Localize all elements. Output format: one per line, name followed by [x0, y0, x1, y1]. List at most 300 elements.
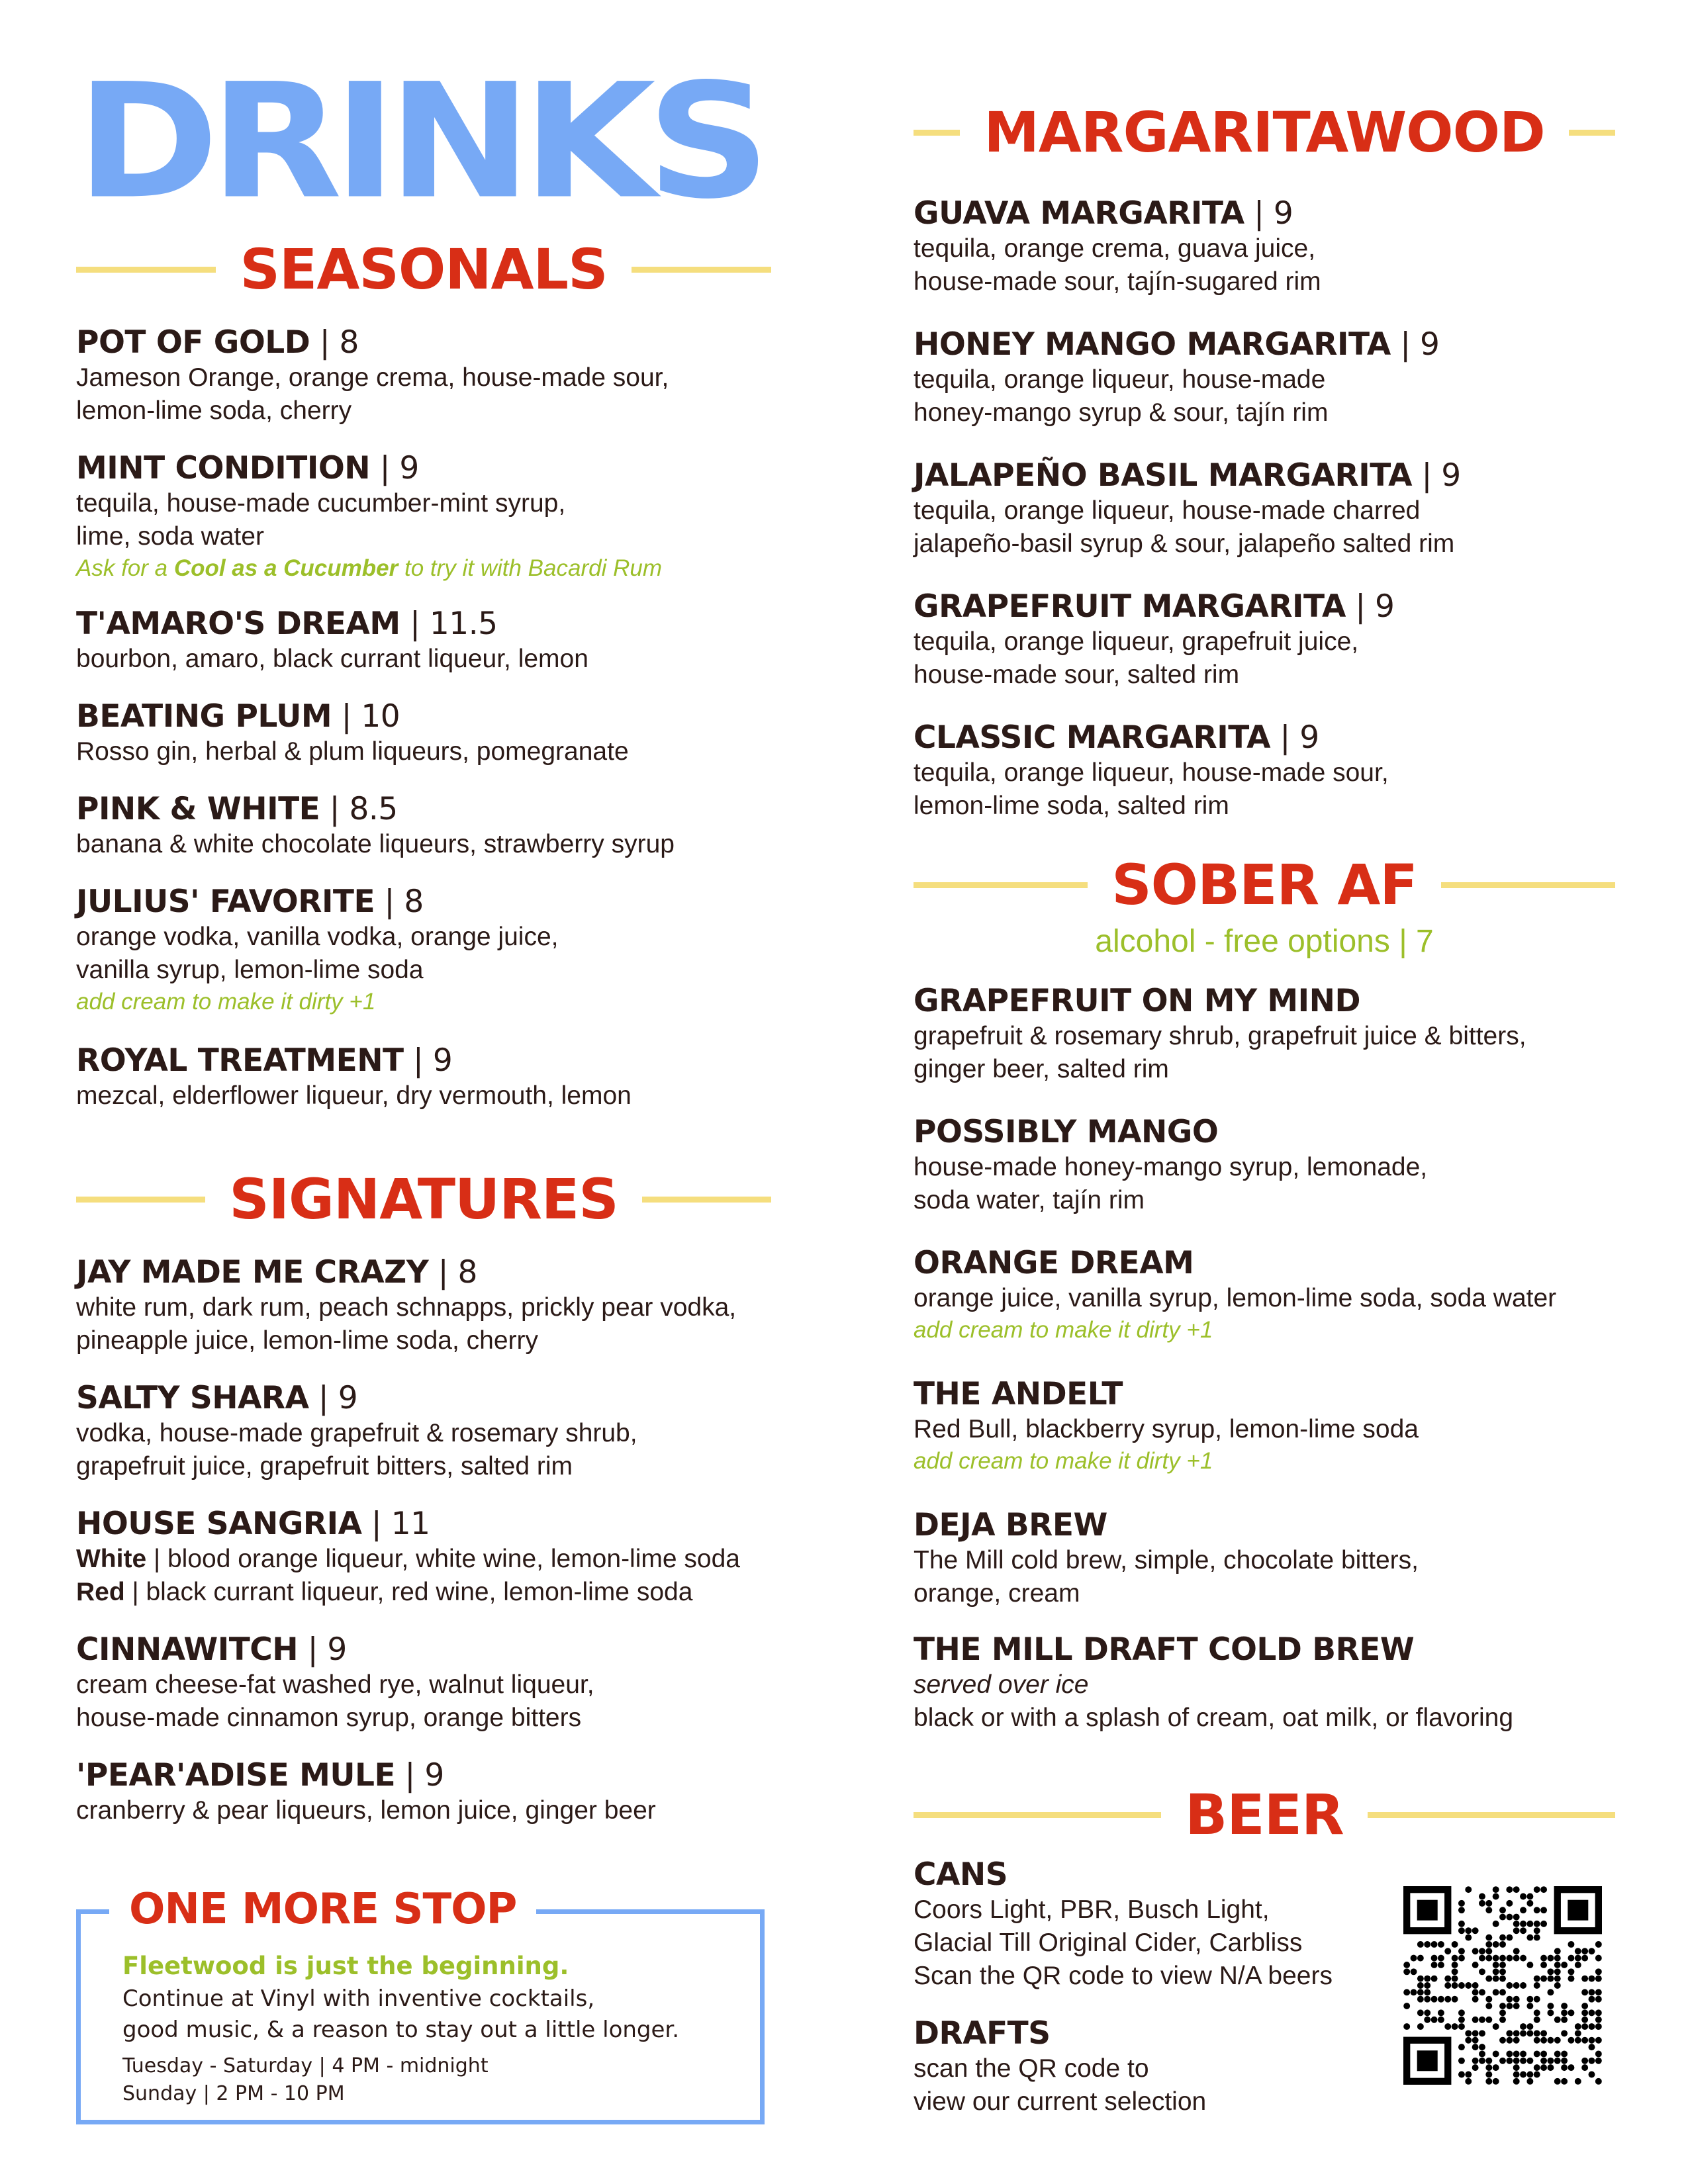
item-name: [914, 1507, 1615, 1544]
price-separator: |: [1412, 457, 1442, 494]
qr-module: [1417, 2023, 1424, 2030]
qr-module: [1458, 1927, 1465, 1934]
sangria-option-label: Red: [76, 1578, 125, 1606]
qr-module: [1534, 2064, 1540, 2071]
item-description: mezcal, elderflower liqueur, dry vermouth, lemon: [76, 1081, 632, 1110]
qr-module: [1431, 2017, 1438, 2023]
sober-af-heading-label: SOBER AF: [1111, 852, 1417, 917]
qr-module: [1424, 2017, 1430, 2023]
qr-module: [1595, 2009, 1602, 2016]
item-description: cranberry & pear liqueurs, lemon juice, ginger beer: [76, 1796, 656, 1825]
qr-module: [1520, 1982, 1526, 1989]
item-name-text: CINNAWITCH: [76, 1631, 299, 1668]
menu-item: [76, 1254, 771, 1357]
beer-heading: [914, 1782, 1615, 1847]
qr-module: [1513, 1921, 1520, 1927]
price-separator: |: [403, 1042, 433, 1079]
qr-module: [1472, 1948, 1479, 1954]
heading-rule-left: [914, 130, 960, 136]
qr-module: [1472, 2037, 1479, 2044]
qr-module: [1452, 1982, 1458, 1989]
item-name-text: PINK & WHITE: [76, 791, 320, 827]
qr-module: [1540, 2050, 1547, 2057]
item-description: Scan the QR code to view N/A beers: [914, 1962, 1333, 1990]
qr-module: [1499, 2058, 1506, 2064]
menu-item: [914, 1631, 1615, 1735]
qr-module: [1493, 2023, 1499, 2030]
qr-module: [1589, 2037, 1595, 2044]
item-name-text: MINT CONDITION: [76, 450, 371, 486]
qr-module: [1534, 2071, 1540, 2078]
item-name: [76, 1380, 771, 1417]
item-price: 9: [1419, 326, 1440, 363]
qr-module: [1465, 2037, 1472, 2044]
qr-module: [1444, 1976, 1451, 1982]
heading-rule-right: [642, 1197, 771, 1203]
qr-module: [1444, 1948, 1451, 1954]
qr-module: [1561, 2009, 1568, 2016]
item-price: 9: [1375, 588, 1395, 625]
qr-module: [1506, 1900, 1513, 1907]
qr-module: [1575, 1948, 1581, 1954]
qr-module: [1452, 1941, 1458, 1948]
qr-module: [1581, 2058, 1588, 2064]
item-name: [914, 588, 1615, 625]
qr-module: [1575, 2030, 1581, 2036]
qr-module: [1581, 1955, 1588, 1962]
qr-module: [1561, 2030, 1568, 2036]
item-description: orange vodka, vanilla vodka, orange juice,: [76, 923, 559, 951]
item-price: 8.5: [349, 791, 398, 827]
sangria-option: [76, 1543, 771, 1576]
price-separator: |: [1270, 719, 1300, 756]
menu-item: [914, 983, 1615, 1086]
qr-module: [1520, 2058, 1526, 2064]
qr-module: [1506, 1955, 1513, 1962]
item-price: 9: [1441, 457, 1461, 494]
qr-module: [1547, 2058, 1554, 2064]
item-description: tequila, orange liqueur, house-made charred: [914, 496, 1421, 525]
qr-module: [1554, 1982, 1561, 1989]
heading-rule-left: [914, 882, 1088, 888]
qr-module: [1547, 1976, 1554, 1982]
qr-module: [1568, 1955, 1574, 1962]
qr-module: [1485, 1976, 1492, 1982]
item-description: lemon-lime soda, cherry: [76, 396, 352, 425]
one-more-stop-body-line: good music, & a reason to stay out a little longer.: [122, 2017, 680, 2043]
price-separator: |: [1345, 588, 1376, 625]
qr-module: [1526, 2058, 1533, 2064]
qr-module: [1403, 2003, 1410, 2009]
qr-module: [1438, 1955, 1444, 1962]
item-note: [76, 553, 771, 584]
price-separator: |: [332, 698, 361, 735]
heading-rule-left: [914, 1812, 1161, 1818]
item-description: tequila, orange liqueur, grapefruit juice,: [914, 627, 1359, 656]
qr-module: [1513, 2050, 1520, 2057]
one-more-stop-body-line: Continue at Vinyl with inventive cocktails,: [122, 1985, 595, 2012]
one-more-stop-heading: ONE MORE STOP: [109, 1883, 536, 1936]
item-name-text: ORANGE DREAM: [914, 1245, 1194, 1281]
qr-module: [1513, 2058, 1520, 2064]
qr-module: [1520, 1921, 1526, 1927]
qr-module: [1499, 2037, 1506, 2044]
qr-module: [1554, 1976, 1561, 1982]
qr-module: [1506, 2058, 1513, 2064]
qr-module: [1438, 2009, 1444, 2016]
item-description: view our current selection: [914, 2087, 1207, 2116]
qr-module: [1526, 1893, 1533, 1900]
item-name-text: HOUSE SANGRIA: [76, 1506, 362, 1542]
qr-module: [1526, 1996, 1533, 2003]
menu-item: [76, 1380, 771, 1483]
qr-module: [1534, 1934, 1540, 1941]
item-price: 9: [399, 450, 419, 486]
qr-module: [1589, 1976, 1595, 1982]
qr-module: [1479, 2030, 1485, 2036]
qr-module: [1540, 2064, 1547, 2071]
qr-module: [1479, 2050, 1485, 2057]
note-drink-name: Cool as a Cucumber: [173, 555, 399, 581]
heading-rule-right: [632, 267, 771, 273]
one-more-stop-tagline: Fleetwood is just the beginning.: [122, 1952, 569, 1980]
item-name: [76, 606, 771, 643]
qr-module: [1479, 1893, 1485, 1900]
qr-module: [1547, 1955, 1554, 1962]
qr-module: [1444, 2023, 1451, 2030]
item-name-text: CLASSIC MARGARITA: [914, 719, 1270, 756]
qr-module: [1506, 1982, 1513, 1989]
qr-module: [1438, 1996, 1444, 2003]
qr-module: [1581, 2064, 1588, 2071]
qr-module: [1465, 2030, 1472, 2036]
qr-module: [1534, 2017, 1540, 2023]
menu-item: [914, 588, 1615, 692]
qr-module: [1403, 1968, 1410, 1975]
qr-module: [1452, 1955, 1458, 1962]
qr-module: [1452, 1968, 1458, 1975]
item-description: vanilla syrup, lemon-lime soda: [76, 956, 424, 984]
item-price: 8: [339, 324, 359, 361]
qr-module: [1506, 2003, 1513, 2009]
qr-module: [1506, 1914, 1513, 1921]
item-note: add cream to make it dirty +1: [914, 1448, 1213, 1474]
qr-module: [1493, 1968, 1499, 1975]
item-price: 10: [361, 698, 400, 735]
qr-module: [1417, 1941, 1424, 1948]
qr-module: [1458, 1907, 1465, 1913]
qr-module: [1540, 1976, 1547, 1982]
qr-module: [1595, 1941, 1602, 1948]
item-price: 9: [1299, 719, 1319, 756]
price-separator: |: [298, 1631, 328, 1668]
menu-item: [76, 698, 771, 768]
item-name-text: CANS: [914, 1856, 1008, 1893]
menu-item: [76, 450, 771, 584]
item-description: bourbon, amaro, black currant liqueur, lemon: [76, 645, 588, 673]
qr-module: [1438, 1962, 1444, 1968]
qr-module: [1485, 1948, 1492, 1954]
qr-module: [1485, 2064, 1492, 2071]
price-separator: |: [370, 450, 400, 486]
qr-module: [1431, 1941, 1438, 1948]
qr-module: [1499, 1907, 1506, 1913]
qr-module: [1499, 1962, 1506, 1968]
qr-module: [1520, 2071, 1526, 2078]
qr-module: [1540, 2030, 1547, 2036]
qr-module: [1561, 2017, 1568, 2023]
qr-module: [1526, 1962, 1533, 1968]
item-name-text: DRAFTS: [914, 2015, 1051, 2052]
qr-module: [1568, 2064, 1574, 2071]
qr-module: [1485, 1907, 1492, 1913]
sangria-option-label: White: [76, 1545, 147, 1573]
item-name-text: GRAPEFRUIT MARGARITA: [914, 588, 1346, 625]
qr-module: [1581, 1989, 1588, 1995]
item-name-text: JULIUS' FAVORITE: [76, 884, 375, 920]
menu-item: [76, 884, 771, 1017]
note-text: Ask for a: [76, 555, 174, 581]
item-description: Red Bull, blackberry syrup, lemon-lime soda: [914, 1415, 1419, 1443]
qr-module: [1547, 2037, 1554, 2044]
heading-rule-right: [1441, 882, 1615, 888]
qr-module: [1595, 2050, 1602, 2057]
item-price: 9: [1273, 195, 1293, 232]
margaritawood-heading: [914, 100, 1615, 165]
price-separator: |: [395, 1757, 425, 1794]
qr-module: [1458, 1921, 1465, 1927]
qr-module: [1499, 1989, 1506, 1995]
qr-module: [1595, 2058, 1602, 2064]
one-more-stop-hours: [122, 2052, 758, 2108]
note-text: to try it with Bacardi Rum: [398, 555, 662, 581]
qr-module: [1479, 2017, 1485, 2023]
qr-module: [1452, 1962, 1458, 1968]
item-description: cream cheese-fat washed rye, walnut liqueur,: [76, 1670, 594, 1699]
qr-module: [1417, 1989, 1424, 1995]
qr-module: [1431, 1996, 1438, 2003]
qr-module: [1568, 1941, 1574, 1948]
item-name-text: DEJA BREW: [914, 1507, 1107, 1543]
item-name: [914, 195, 1615, 232]
qr-module: [1581, 1976, 1588, 1982]
qr-module: [1485, 1900, 1492, 1907]
qr-module: [1452, 2023, 1458, 2030]
item-name: [76, 1757, 771, 1794]
sober-af-subheading: alcohol - free options | 7: [1095, 924, 1434, 959]
qr-module: [1540, 1907, 1547, 1913]
qr-module: [1554, 1968, 1561, 1975]
margaritawood-heading-label: MARGARITAWOOD: [984, 100, 1545, 165]
qr-module: [1403, 1962, 1410, 1968]
qr-module: [1499, 1941, 1506, 1948]
qr-module: [1506, 2050, 1513, 2057]
qr-module: [1595, 2023, 1602, 2030]
item-name: [76, 1254, 771, 1291]
qr-module: [1568, 2037, 1574, 2044]
qr-module: [1472, 1982, 1479, 1989]
item-description: tequila, house-made cucumber-mint syrup,: [76, 489, 566, 518]
qr-module: [1424, 1976, 1430, 1982]
qr-module: [1575, 2078, 1581, 2085]
item-description: Coors Light, PBR, Busch Light,: [914, 1895, 1270, 1924]
one-more-stop-content: [122, 1949, 758, 2108]
qr-module: [1499, 1934, 1506, 1941]
qr-module: [1472, 2044, 1479, 2050]
item-name: [76, 450, 771, 487]
qr-module: [1526, 1900, 1533, 1907]
item-price: 11: [391, 1506, 430, 1542]
qr-module: [1513, 1948, 1520, 1954]
qr-module: [1589, 1996, 1595, 2003]
seasonals-heading: [76, 237, 771, 302]
qr-module: [1458, 2023, 1465, 2030]
qr-module: [1526, 1921, 1533, 1927]
qr-module: [1479, 2058, 1485, 2064]
qr-module: [1513, 2037, 1520, 2044]
qr-module: [1595, 2037, 1602, 2044]
qr-module: [1520, 2023, 1526, 2030]
qr-module: [1431, 1962, 1438, 1968]
item-name-text: THE ANDELT: [914, 1376, 1123, 1412]
qr-module: [1561, 2003, 1568, 2009]
qr-module: [1561, 2078, 1568, 2085]
qr-module: [1458, 1900, 1465, 1907]
item-description: banana & white chocolate liqueurs, strawberry syrup: [76, 830, 675, 858]
qr-module: [1411, 1968, 1417, 1975]
price-separator: |: [310, 324, 340, 361]
qr-module: [1411, 1955, 1417, 1962]
qr-module: [1493, 1886, 1499, 1893]
price-separator: |: [1244, 195, 1274, 232]
qr-module: [1581, 2023, 1588, 2030]
qr-module: [1479, 1948, 1485, 1954]
qr-module: [1595, 2017, 1602, 2023]
item-description: Jameson Orange, orange crema, house-made sour,: [76, 363, 669, 392]
qr-module: [1547, 1989, 1554, 1995]
menu-item: [914, 195, 1615, 298]
price-separator: |: [320, 791, 350, 827]
item-name-text: GRAPEFRUIT ON MY MIND: [914, 983, 1360, 1019]
price-separator: |: [400, 606, 430, 642]
price-separator: |: [375, 884, 404, 920]
item-price: 9: [327, 1631, 347, 1668]
qr-module: [1431, 1976, 1438, 1982]
qr-module: [1465, 1927, 1472, 1934]
item-price: 8: [457, 1254, 477, 1291]
qr-module: [1595, 1976, 1602, 1982]
item-description: ginger beer, salted rim: [914, 1055, 1169, 1083]
qr-module: [1526, 2023, 1533, 2030]
item-price: 8: [404, 884, 424, 920]
item-name: [76, 1631, 771, 1668]
qr-module: [1417, 1996, 1424, 2003]
qr-module: [1465, 1886, 1472, 1893]
qr-module: [1589, 2058, 1595, 2064]
qr-module: [1493, 1962, 1499, 1968]
qr-module: [1458, 2017, 1465, 2023]
heading-rule-left: [76, 1197, 205, 1203]
item-description: tequila, orange crema, guava juice,: [914, 234, 1316, 263]
item-description: tequila, orange liqueur, house-made sour,: [914, 758, 1389, 787]
qr-module: [1534, 1982, 1540, 1989]
qr-module: [1526, 2078, 1533, 2085]
qr-module: [1520, 1955, 1526, 1962]
qr-module: [1547, 2003, 1554, 2009]
qr-module: [1499, 1976, 1506, 1982]
qr-module: [1458, 1955, 1465, 1962]
qr-module: [1534, 2030, 1540, 2036]
qr-module: [1561, 2058, 1568, 2064]
qr-module: [1554, 2078, 1561, 2085]
menu-item: [914, 457, 1615, 561]
menu-item: [914, 1507, 1615, 1610]
item-name-text: HONEY MANGO MARGARITA: [914, 326, 1391, 363]
qr-module: [1493, 1955, 1499, 1962]
qr-module: [1485, 1934, 1492, 1941]
item-price: 9: [432, 1042, 453, 1079]
qr-module: [1485, 1996, 1492, 2003]
qr-code-icon[interactable]: [1403, 1886, 1602, 2085]
heading-rule-right: [1569, 130, 1615, 136]
qr-module: [1568, 1968, 1574, 1975]
qr-module: [1472, 2017, 1479, 2023]
qr-module: [1485, 2078, 1492, 2085]
qr-module: [1485, 2058, 1492, 2064]
qr-module: [1493, 1989, 1499, 1995]
item-name-text: ROYAL TREATMENT: [76, 1042, 404, 1079]
qr-module: [1534, 1927, 1540, 1934]
hours-line: Tuesday - Saturday | 4 PM - midnight: [122, 2054, 489, 2077]
item-description: orange juice, vanilla syrup, lemon-lime soda, soda water: [914, 1284, 1557, 1312]
item-name: [914, 457, 1615, 494]
qr-module: [1417, 1900, 1438, 1921]
qr-module: [1417, 2009, 1424, 2016]
qr-module: [1568, 2009, 1574, 2016]
qr-module: [1575, 1955, 1581, 1962]
item-name: [76, 1506, 771, 1543]
qr-module: [1411, 1989, 1417, 1995]
item-name: [914, 1245, 1615, 1282]
qr-module: [1526, 1934, 1533, 1941]
item-description: lemon-lime soda, salted rim: [914, 792, 1229, 820]
price-separator: |: [308, 1380, 338, 1416]
qr-module: [1465, 1982, 1472, 1989]
qr-module: [1417, 2050, 1438, 2071]
qr-module: [1499, 2003, 1506, 2009]
item-description: house-made sour, tajín-sugared rim: [914, 267, 1321, 296]
qr-module: [1520, 2030, 1526, 2036]
item-serving-note: served over ice: [914, 1670, 1089, 1699]
qr-module: [1458, 1982, 1465, 1989]
qr-module: [1506, 1934, 1513, 1941]
item-description: honey-mango syrup & sour, tajín rim: [914, 398, 1329, 427]
qr-module: [1589, 2023, 1595, 2030]
signatures-heading-label: SIGNATURES: [229, 1167, 618, 1232]
qr-module: [1595, 1968, 1602, 1975]
qr-module: [1595, 1955, 1602, 1962]
qr-module: [1561, 1962, 1568, 1968]
qr-module: [1595, 2078, 1602, 2085]
qr-module: [1554, 1962, 1561, 1968]
item-price: 9: [424, 1757, 444, 1794]
menu-item: [76, 1042, 771, 1113]
qr-module: [1438, 2017, 1444, 2023]
qr-module: [1499, 2017, 1506, 2023]
item-name: [76, 791, 771, 828]
qr-module: [1575, 1962, 1581, 1968]
qr-module: [1424, 2009, 1430, 2016]
